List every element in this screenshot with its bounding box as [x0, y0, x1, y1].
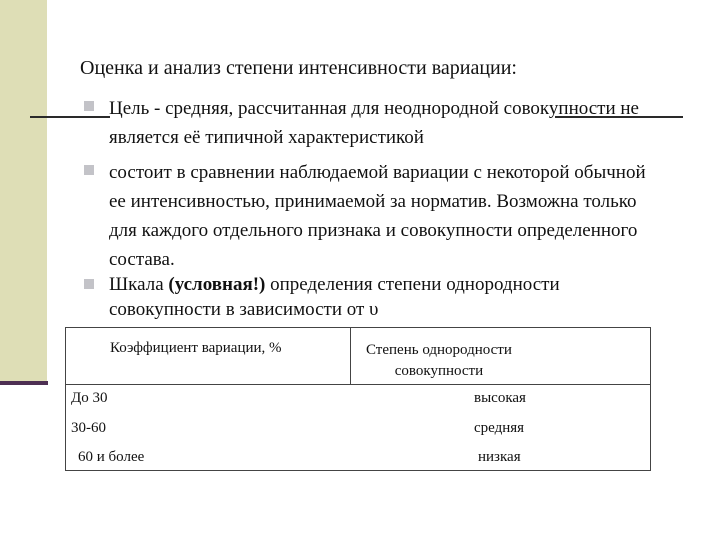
bullet-text-start: Шкала — [109, 274, 169, 295]
table-cell-range: 60 и более — [78, 449, 145, 465]
table-header-degree-line1: Степень однородности — [366, 342, 512, 358]
bullet-text: Цель - средняя, рассчитанная для неоднородной совокупности не является её типичной характеристикой — [109, 98, 639, 148]
slide-title: Оценка и анализ степени интенсивности вариации: — [80, 57, 517, 79]
table-header-divider — [350, 328, 351, 384]
bullet-text-end: определения степени однородности совокупности в зависимости от υ — [109, 274, 560, 320]
table-header-degree-line2: совокупности — [394, 363, 484, 379]
table-cell-degree: низкая — [478, 449, 521, 465]
table-header-degree — [366, 340, 512, 382]
bullet-text — [109, 272, 659, 322]
bullet-item-scale — [84, 272, 659, 322]
bullet-item-method — [84, 158, 659, 274]
bullet-item-goal — [84, 94, 659, 152]
bullet-text-bold: (условная!) — [168, 274, 266, 295]
table-header-coefficient: Коэффициент вариации, % — [110, 340, 282, 356]
table-cell-range: 30-60 — [71, 420, 106, 436]
bullet-square-icon — [84, 101, 94, 111]
bullet-square-icon — [84, 165, 94, 175]
homogeneity-scale-table — [65, 327, 651, 471]
side-decor-rule — [0, 381, 48, 385]
table-cell-degree: средняя — [474, 420, 525, 436]
bullet-square-icon — [84, 279, 94, 289]
table-header-rule — [66, 384, 650, 385]
bullet-text: состоит в сравнении наблюдаемой вариации с некоторой обычной ее интенсивностью, принимаемой за норматив. Возможна только для каждого отдельного признака и совокупности определенного состава. — [109, 162, 646, 270]
table-cell-range: До 30 — [71, 390, 108, 406]
table-cell-degree: высокая — [474, 390, 526, 406]
side-decor-band — [0, 0, 47, 381]
